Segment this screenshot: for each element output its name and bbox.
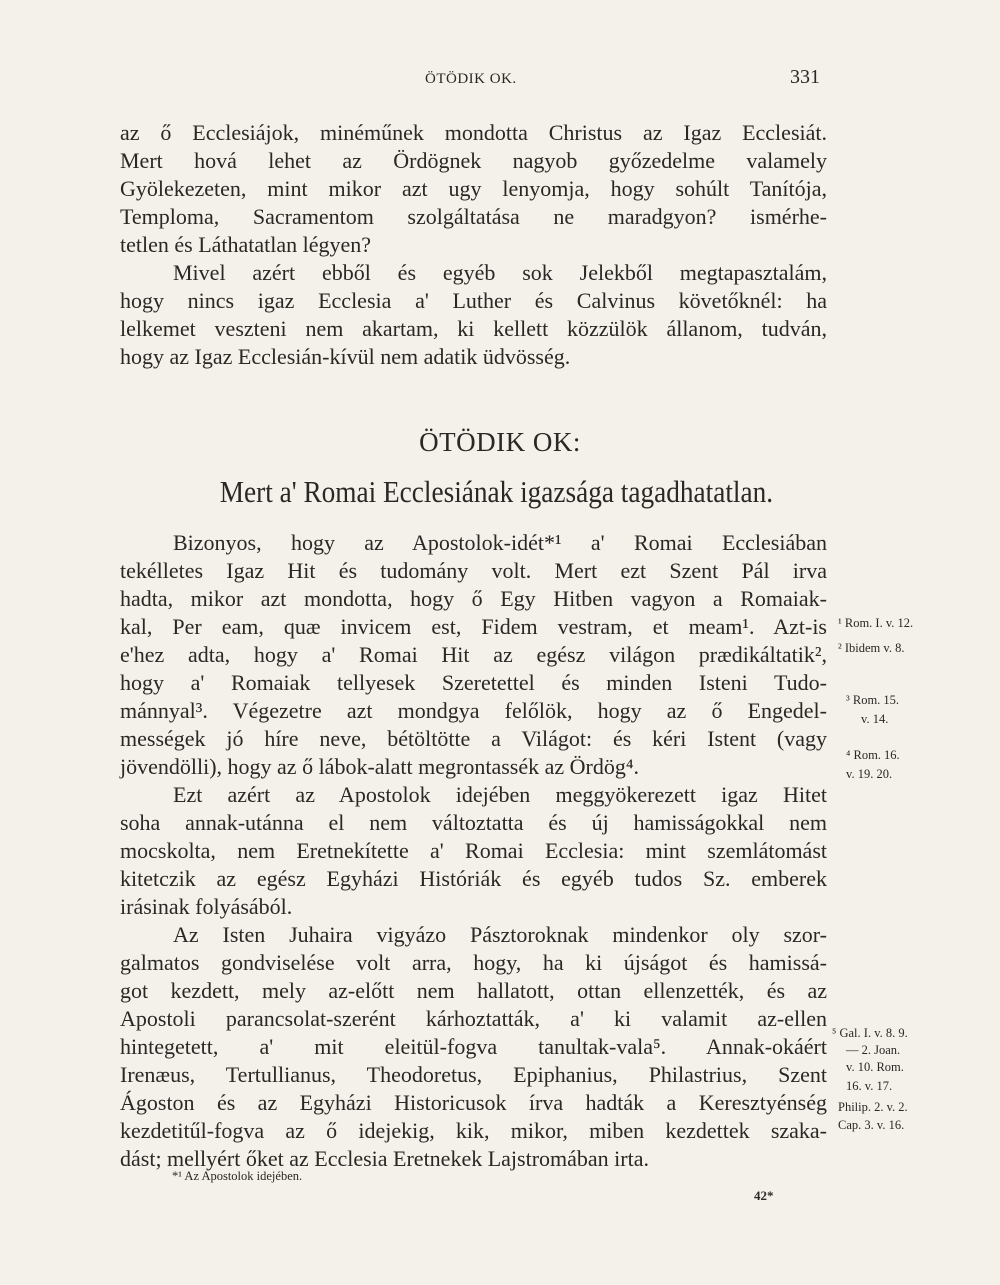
text-line: Gyölekezeten, mint mikor azt ugy lenyomja, hogy sohúlt Tanítója, [120, 176, 827, 201]
marginal-note: v. 10. Rom. [846, 1060, 904, 1074]
text-line: jövendölli), hogy az ő lábok-alatt megrontassék az Ördög⁴. [120, 754, 640, 779]
text-line: irásinak folyásából. [120, 894, 293, 919]
text-line: kitetczik az egész Egyházi Históriák és egyéb tudos Sz. emberek [120, 866, 827, 891]
marginal-note: v. 19. 20. [846, 767, 893, 781]
text-line: Az Isten Juhaira vigyázo Pásztoroknak mindenkor oly szor- [173, 922, 827, 947]
text-line: kal, Per eam, quæ invicem est, Fidem vestram, et meam¹. Azt-is [120, 614, 827, 639]
text-line: got kezdett, mely az-előtt nem hallatott, ottan ellenzették, és az [120, 978, 827, 1003]
marginal-note: 16. v. 17. [846, 1079, 893, 1093]
text-line: dást; mellyért őket az Ecclesia Eretnekek Lajstromában irta. [120, 1146, 649, 1171]
text-line: galmatos gondviselése volt arra, hogy, ha ki újságot és hamissá- [120, 950, 827, 975]
running-header: ÖTÖDIK OK. [425, 71, 517, 87]
text-line: Apostoli parancsolat-szerént kárhoztatták, a' ki valamit az-ellen [120, 1006, 827, 1031]
text-line: kezdetitűl-fogva az ő idejekig, kik, mikor, miben kezdettek szaka- [120, 1118, 827, 1143]
text-line: az ő Ecclesiájok, minéműnek mondotta Christus az Igaz Ecclesiát. [120, 120, 827, 145]
text-line: Irenæus, Tertullianus, Theodoretus, Epiphanius, Philastrius, Szent [120, 1062, 827, 1087]
text-line: Ezt azért az Apostolok idejében meggyökerezett igaz Hitet [173, 782, 827, 807]
text-line: e'hez adta, hogy a' Romai Hit az egész világon prædikáltatik², [120, 642, 827, 667]
marginal-note: ² Ibidem v. 8. [838, 641, 905, 655]
text-line: lelkemet veszteni nem akartam, ki kellett közzülök állanom, tudván, [120, 316, 827, 341]
text-line: Ágoston és az Egyházi Historicusok írva hadták a Keresztyénség [120, 1090, 827, 1115]
section-subtitle: Mert a' Romai Ecclesiának igazsága tagadhatatlan. [219, 474, 774, 509]
section-title: ÖTÖDIK OK: [419, 427, 581, 457]
text-line: hogy a' Romaiak tellyesek Szeretettel és minden Isteni Tudo- [120, 670, 827, 695]
marginal-note: ¹ Rom. I. v. 12. [838, 616, 914, 630]
text-line: Bizonyos, hogy az Apostolok-idét*¹ a' Romai Ecclesiában [173, 530, 827, 555]
text-line: tekélletes Igaz Hit és tudomány volt. Mert ezt Szent Pál irva [120, 558, 827, 583]
text-line: hogy az Igaz Ecclesián-kívül nem adatik üdvösség. [120, 344, 571, 369]
page-number: 331 [790, 66, 820, 88]
marginal-note: ⁵ Gal. I. v. 8. 9. [832, 1026, 908, 1040]
text-line: Mert hová lehet az Ördögnek nagyob győzedelme valamely [120, 148, 827, 173]
text-line: Temploma, Sacramentom szolgáltatása ne maradgyon? ismérhe- [120, 204, 827, 229]
text-line: hogy nincs igaz Ecclesia a' Luther és Calvinus követőknél: ha [120, 288, 827, 313]
marginal-note: v. 14. [861, 712, 889, 726]
printer-signature: 42* [754, 1188, 774, 1203]
text-line: mánnyal³. Végezetre azt mondgya felőlök, hogy az ő Engedel- [120, 698, 827, 723]
marginal-note: ⁴ Rom. 16. [846, 748, 900, 762]
text-line: mességek jó híre neve, bétöltötte a Világot: és kéri Istent (vagy [120, 726, 827, 751]
marginal-note: — 2. Joan. [846, 1043, 901, 1057]
text-line: soha annak-utánna el nem változtatta és új hamisságokkal nem [120, 810, 827, 835]
marginal-note: Cap. 3. v. 16. [838, 1118, 905, 1132]
text-line: mocskolta, nem Eretnekítette a' Romai Ecclesia: mint szemlátomást [120, 838, 827, 863]
text-line: hadta, mikor azt mondotta, hogy ő Egy Hitben vagyon a Romaiak- [120, 586, 827, 611]
footnote: *¹ Az Apostolok idejében. [172, 1169, 303, 1183]
marginal-note: ³ Rom. 15. [846, 693, 900, 707]
text-line: Mivel azért ebből és egyéb sok Jelekből megtapasztalám, [173, 260, 827, 285]
marginal-note: Philip. 2. v. 2. [838, 1100, 908, 1114]
text-line: tetlen és Láthatatlan légyen? [120, 232, 372, 257]
text-line: hintegetett, a' mit eleitül-fogva tanultak-vala⁵. Annak-okáért [120, 1034, 827, 1059]
